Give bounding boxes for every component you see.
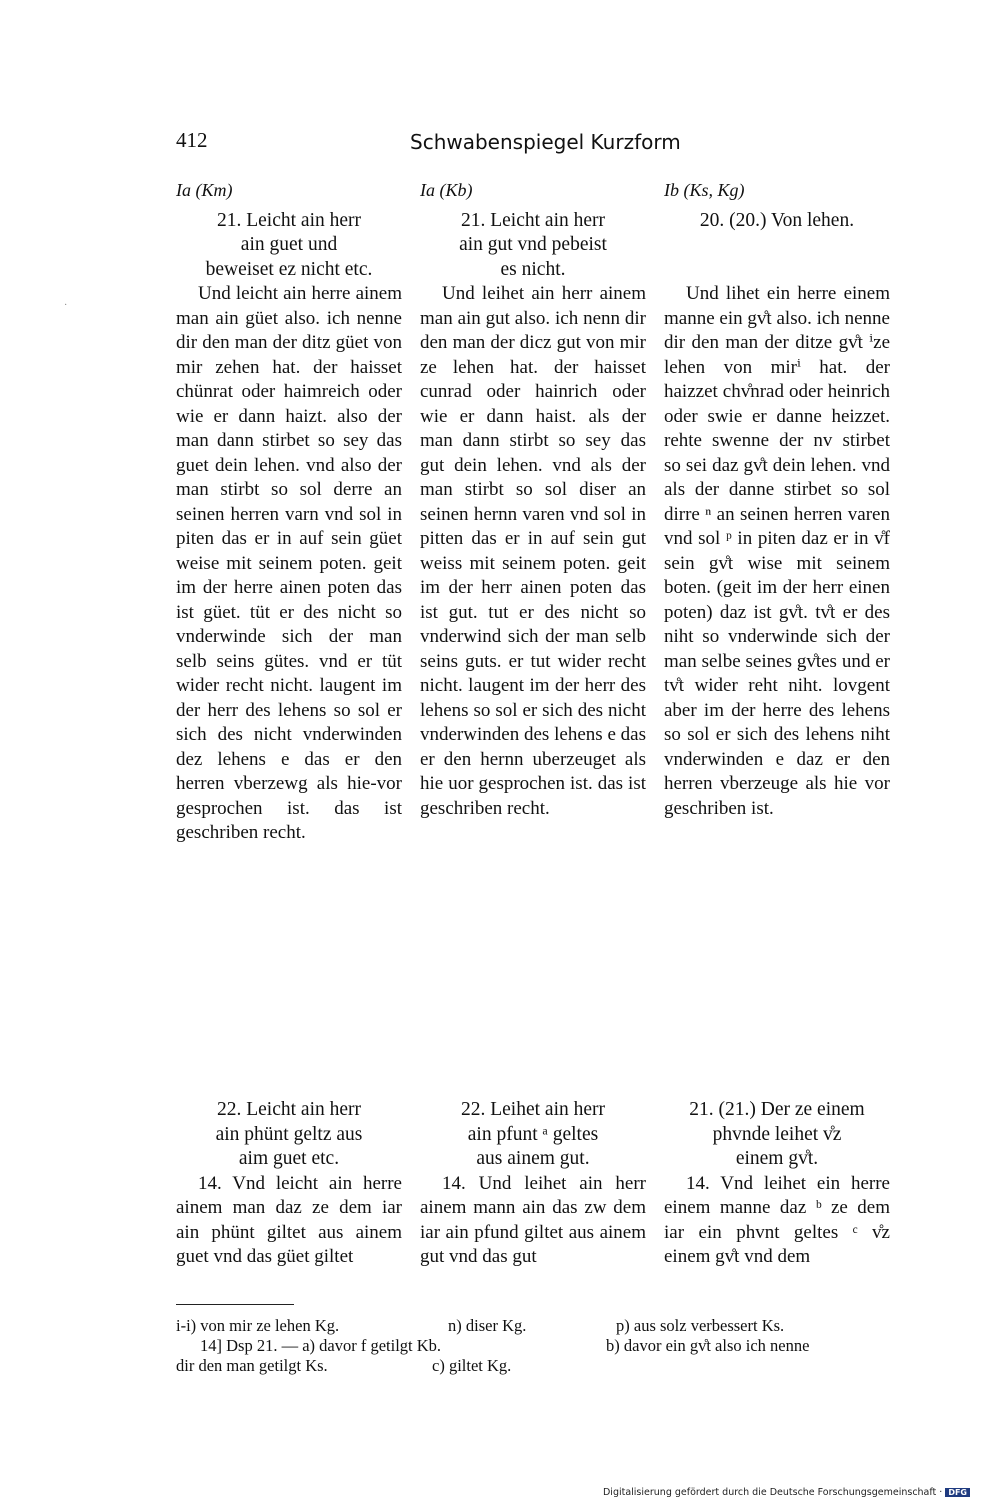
- section-heading: [664, 1098, 890, 1172]
- running-title: Schwabenspiegel Kurzform: [410, 130, 681, 154]
- heading-line: 21. (21.) Der ze einem: [689, 1099, 865, 1120]
- heading-line: beweiset ez nicht etc.: [205, 258, 373, 280]
- heading-line: ain pfunt ᵃ geltes: [467, 1123, 599, 1145]
- heading-line: 20. (20.) Von lehen.: [699, 209, 855, 231]
- heading-line: 22. Leihet ain herr: [460, 1099, 606, 1120]
- heading-line: einem gv̊t.: [735, 1148, 819, 1169]
- section-heading: [176, 209, 402, 283]
- footnote: dir den man getilgt Ks.: [176, 1356, 328, 1375]
- column-3-section-1: [664, 178, 890, 821]
- siglum: Ia (Kb): [420, 180, 473, 200]
- heading-line: ain phünt geltz aus: [215, 1123, 363, 1145]
- section-text: 14. Vnd leihet ein herre einem manne daz ᵇ ze dem iar ein phvnt geltes ᶜ v̊z einem gv̊t vnd dem: [664, 1172, 890, 1267]
- footnote: i-i) von mir ze lehen Kg.: [176, 1316, 340, 1335]
- heading-line: phvnde leihet v̊z: [712, 1123, 842, 1145]
- credit-text: Digitalisierung gefördert durch die Deutsche Forschungsgemeinschaft ·: [602, 1487, 943, 1498]
- column-2-section-1: [420, 178, 646, 821]
- section-text: 14. Und leihet ain herr ainem mann ain das zw dem iar ain pfund giltet aus ainem gut vnd das gut: [420, 1172, 646, 1267]
- heading-line: es nicht.: [500, 258, 566, 280]
- column-1-section-2: [176, 1098, 402, 1270]
- section-text: Und leicht ain herre ainem man ain güet also. ich nenne dir den man der ditz güet von mir zehen hat. der haisset chünrat oder haimreich oder wie er dann haizt. also der man dann stirbet so sey das guet dein lehen. vnd also der man stirbt so sol derre an seinen herren varn vnd sol in piten das er in auf sein güet weise mit seinem poten. geit im der herre ainen poten das ist güet. tüt er des nicht so vnderwinde sich der man selb seins gütes. vnd er tüt wider recht nicht. laugent im der herr des lehens so sol er sich des nicht vnderwinden dez lehens e das er den herren vberzewg als hie-vor gesprochen ist. das ist geschriben recht.: [176, 283, 402, 843]
- stray-mark: ·: [64, 300, 68, 311]
- heading-line: ain guet und: [240, 234, 338, 255]
- section-text: 14. Vnd leicht ain herre ainem man daz ze dem iar ain phünt giltet aus ainem guet vnd das güet giltet: [176, 1172, 402, 1267]
- footnote: b) davor ein gv̊t also ich nenne: [606, 1336, 810, 1355]
- section-text: Und lihet ein herre einem manne ein gv̊t also. ich nenne dir den man der ditze gv̊t ⁱze lehen von mirⁱ hat. der haizzet chv̊nrad oder heinrich oder swie er danne heizzet. rehte swenne der nv stirbet so sei daz gv̊t dein lehen. vnd als der danne stirbet so sol dirre ⁿ an seinen herren varen vnd sol ᵖ in piten daz er in v̊f sein gv̊t wise mit seinem boten. (geit im der herr einen poten) daz ist gv̊t. tv̊t er des niht so vnderwinde sich der man selbe seines gv̊tes und er tv̊t wider reht niht. lovgent aber im der herre des lehens so sol er sich des lehens niht vnderwinden e daz er den herren vberzeuge als hie vor geschriben ist.: [664, 283, 890, 819]
- heading-line: aus ainem gut.: [476, 1148, 590, 1169]
- siglum: Ib (Ks, Kg): [664, 180, 745, 200]
- footnote: p) aus solz verbessert Ks.: [616, 1316, 785, 1335]
- heading-line: 22. Leicht ain herr: [216, 1099, 362, 1120]
- column-2-section-2: [420, 1098, 646, 1270]
- section-heading: [420, 1098, 646, 1172]
- siglum: Ia (Km): [176, 180, 233, 200]
- footnote-rule: [176, 1304, 294, 1305]
- section-heading: [420, 209, 646, 283]
- page-number: 412: [176, 128, 208, 152]
- heading-line: 21. Leicht ain herr: [216, 209, 362, 231]
- heading-line: 21. Leicht ain herr: [460, 209, 606, 231]
- heading-line: ain gut vnd pebeist: [459, 234, 607, 255]
- footnote: 14] Dsp 21. — a) davor f getilgt Kb.: [200, 1336, 442, 1355]
- section-text: Und leihet ain herr ainem man ain gut also. ich nenn dir den man der dicz gut von mir ze lehen hat. der haisset cunrad oder hainrich oder wie er dann haist. als der man dann stirbt so sey das gut dein lehen. vnd als der man stirbt so sol diser an seinen hernn varen vnd sol in pitten das er in auf sein gut weiss mit seinem poten. geit im der herr ainen poten das ist gut. tut er des nicht so vnderwind sich der man selb seins guts. er tut wider recht nicht. laugent im der herr des lehens so sol er sich des nicht vnderwinden des lehens e das er den hernn uberzeuget als hie uor gesprochen ist. das ist geschriben recht.: [420, 283, 646, 819]
- footnote: n) diser Kg.: [448, 1316, 527, 1335]
- section-heading: [664, 209, 890, 234]
- footnote: c) giltet Kg.: [432, 1356, 512, 1375]
- column-3-section-2: [664, 1098, 890, 1270]
- dfg-logo: DFG: [945, 1488, 970, 1497]
- column-1-section-1: [176, 178, 402, 846]
- heading-line: aim guet etc.: [238, 1148, 340, 1169]
- section-heading: [176, 1098, 402, 1172]
- digitization-credit: [603, 1487, 970, 1498]
